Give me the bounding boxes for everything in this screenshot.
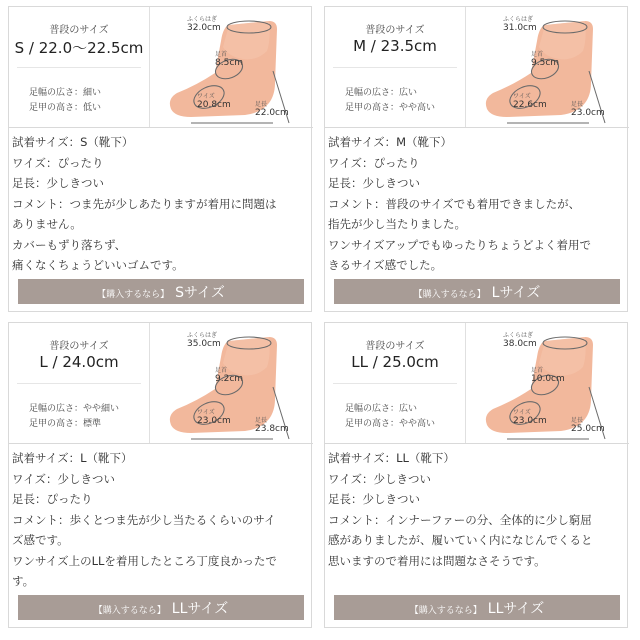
review-line: ワイズ：少しきつい — [12, 471, 116, 486]
review-line: コメント：インナーファーの分、全体的に少し窮屈 — [328, 512, 592, 527]
foot-diagram — [473, 327, 623, 447]
wise-measure: ワイズ 22.6cm — [513, 93, 547, 110]
review-line: 足長：少しきつい — [12, 176, 104, 190]
instep-height-text: 足甲の高さ：やや高い — [345, 419, 436, 429]
review-line: コメント：普段のサイズでも着用できましたが、 — [328, 196, 581, 211]
length-measure: 足長 22.0cm — [255, 101, 289, 118]
review-line: 思いますので着用には問題なさそうです。 — [328, 553, 546, 568]
usual-size-label: 普段のサイズ — [365, 25, 425, 36]
foot-width-text: 足幅の広さ：細い — [29, 88, 102, 98]
review-line: ありません。 — [12, 217, 82, 231]
calf-measure: ふくらはぎ 38.0cm — [503, 332, 537, 349]
review-line: コメント：歩くとつま先が少し当たるくらいのサイ — [12, 512, 276, 527]
review-line: 試着サイズ：L（靴下） — [12, 451, 133, 465]
buy-size: LLサイズ — [171, 601, 229, 617]
foot-width-text: 足幅の広さ：広い — [345, 404, 418, 414]
usual-size-value: LL / 25.0cm — [351, 353, 439, 371]
foot-diagram — [157, 11, 307, 131]
review-line: 試着サイズ：M（靴下） — [328, 135, 453, 149]
ankle-measure: 足首 8.5cm — [215, 51, 244, 68]
buy-prefix: 【購入するなら】 — [97, 290, 170, 300]
ankle-measure: 足首 10.0cm — [531, 367, 565, 384]
review-line: ワンサイズ上のLLを着用したところ丁度良かったで — [12, 553, 277, 568]
usual-size-label: 普段のサイズ — [365, 341, 425, 352]
foot-diagram — [157, 327, 307, 447]
calf-measure: ふくらはぎ 35.0cm — [187, 332, 221, 349]
usual-size-box — [9, 7, 150, 127]
ankle-measure: 足首 9.2cm — [215, 367, 244, 384]
instep-height-text: 足甲の高さ：標準 — [29, 419, 102, 429]
wise-measure: ワイズ 23.0cm — [197, 409, 231, 426]
review-text — [12, 448, 310, 592]
size-info-panel — [9, 7, 313, 128]
buy-size-banner[interactable] — [334, 595, 620, 620]
divider — [17, 383, 141, 384]
calf-measure: ふくらはぎ 32.0cm — [187, 16, 221, 33]
buy-size-banner[interactable] — [334, 279, 620, 304]
review-text — [328, 448, 626, 571]
length-measure: 足長 25.0cm — [571, 417, 605, 434]
review-line: 試着サイズ：LL（靴下） — [328, 451, 455, 465]
review-line: す。 — [12, 574, 35, 588]
buy-size: Sサイズ — [175, 285, 225, 301]
buy-size: LLサイズ — [487, 601, 545, 617]
usual-size-value: L / 24.0cm — [39, 353, 119, 371]
review-line: 足長：ぴったり — [12, 492, 93, 506]
foot-width-text: 足幅の広さ：広い — [345, 88, 418, 98]
review-line: ズ感です。 — [12, 533, 69, 547]
review-line: カバーもずり落ちず、 — [12, 237, 127, 252]
review-line: 足長：少しきつい — [328, 176, 420, 190]
review-line: 足長：少しきつい — [328, 492, 420, 506]
instep-height-text: 足甲の高さ：やや高い — [345, 103, 436, 113]
buy-prefix: 【購入するなら】 — [409, 606, 482, 616]
buy-prefix: 【購入するなら】 — [93, 606, 166, 616]
size-info-panel — [325, 7, 629, 128]
review-line: きるサイズ感でした。 — [328, 258, 443, 272]
review-line: ワイズ：少しきつい — [328, 471, 432, 486]
size-review-card — [324, 6, 628, 312]
review-line: ワイズ：ぴったり — [12, 155, 104, 170]
review-line: 痛くなくちょうどいいゴムです。 — [12, 258, 184, 272]
buy-size-banner[interactable] — [18, 595, 304, 620]
review-line: 試着サイズ：S（靴下） — [12, 135, 134, 149]
review-line: コメント：つま先が少しあたりますが着用に問題は — [12, 196, 277, 211]
divider — [333, 383, 457, 384]
review-line: 感がありましたが、履いていく内になじんでくると — [328, 533, 593, 547]
size-review-card — [8, 322, 312, 628]
foot-diagram — [473, 11, 623, 131]
review-line: ワンサイズアップでもゆったりちょうどよく着用で — [328, 237, 592, 252]
buy-size-banner[interactable] — [18, 279, 304, 304]
wise-measure: ワイズ 23.0cm — [513, 409, 547, 426]
review-text — [328, 132, 626, 276]
instep-height-text: 足甲の高さ：低い — [29, 103, 102, 113]
usual-size-value: S / 22.0～22.5cm — [14, 39, 144, 57]
review-line: ワイズ：ぴったり — [328, 155, 420, 170]
divider — [17, 67, 141, 68]
usual-size-label: 普段のサイズ — [49, 25, 109, 36]
usual-size-label: 普段のサイズ — [49, 341, 109, 352]
size-info-panel — [325, 323, 629, 444]
usual-size-box — [9, 323, 150, 443]
buy-size: Lサイズ — [491, 285, 541, 301]
size-review-card — [324, 322, 628, 628]
calf-measure: ふくらはぎ 31.0cm — [503, 16, 537, 33]
review-text — [12, 132, 310, 276]
size-review-card — [8, 6, 312, 312]
review-line: 指先が少し当たりました。 — [328, 217, 466, 231]
usual-size-value: M / 23.5cm — [353, 37, 437, 55]
length-measure: 足長 23.8cm — [255, 417, 289, 434]
buy-prefix: 【購入するなら】 — [413, 290, 486, 300]
usual-size-box — [325, 7, 466, 127]
size-info-panel — [9, 323, 313, 444]
usual-size-box — [325, 323, 466, 443]
length-measure: 足長 23.0cm — [571, 101, 605, 118]
ankle-measure: 足首 9.5cm — [531, 51, 560, 68]
wise-measure: ワイズ 20.8cm — [197, 93, 231, 110]
foot-width-text: 足幅の広さ：やや細い — [29, 404, 120, 414]
divider — [333, 67, 457, 68]
